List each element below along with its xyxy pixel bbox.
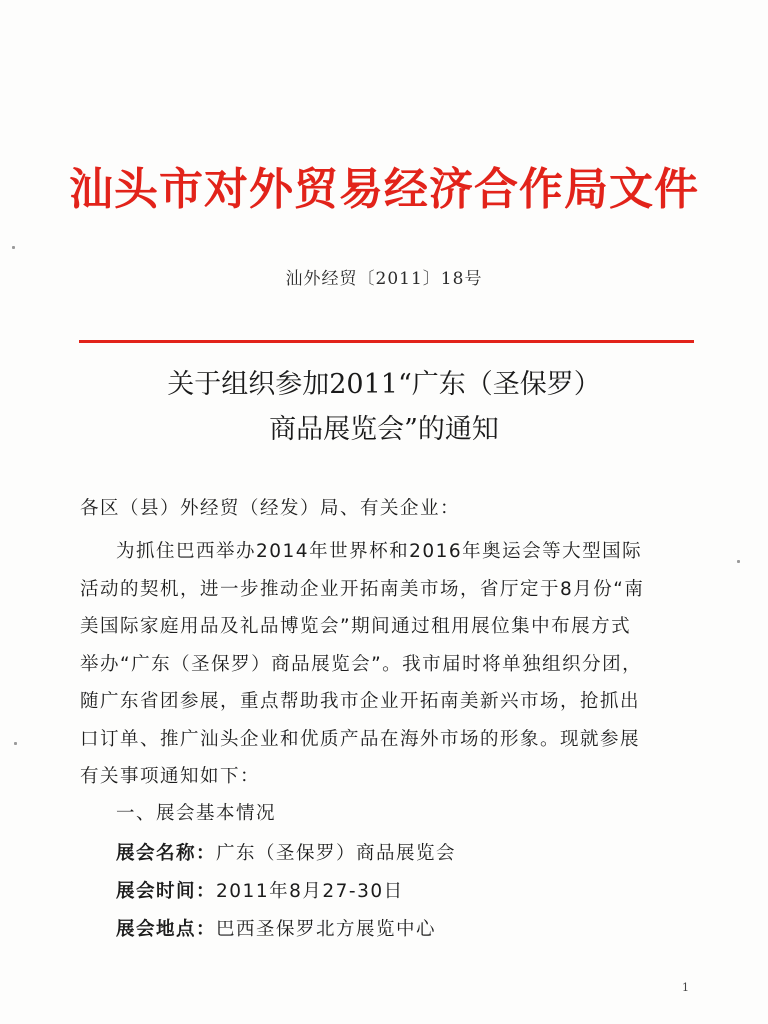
info-row-exhibition-venue (116, 914, 436, 946)
paragraph-line: 美国际家庭用品及礼品博览会”期间通过租用展位集中布展方式 (80, 616, 632, 637)
paragraph-line: 有关事项通知如下： (80, 766, 261, 787)
paragraph-line: 活动的契机，进一步推动企业开拓南美市场，省厅定于8月份“南 (80, 578, 645, 600)
info-label: 展会地点： (116, 919, 217, 940)
notice-title-line-2: 商品展览会”的通知 (269, 414, 499, 445)
info-row-exhibition-time (116, 876, 404, 908)
document-number: 汕外经贸〔2011〕18号 (285, 269, 483, 289)
info-label: 展会时间： (116, 881, 217, 902)
scan-speck (14, 742, 17, 745)
notice-title (40, 362, 728, 452)
info-label: 展会名称： (116, 843, 217, 864)
info-value: 广东（圣保罗）商品展览会 (216, 843, 457, 864)
section-heading: 一、展会基本情况 (116, 803, 277, 824)
info-row-exhibition-name (116, 838, 456, 870)
paragraph-line: 口订单、推广汕头企业和优质产品在海外市场的形象。现就参展 (80, 728, 641, 750)
salutation: 各区（县）外经贸（经发）局、有关企业： (80, 498, 461, 519)
info-value: 2011年8月27-30日 (216, 881, 404, 902)
notice-title-line-1: 关于组织参加2011“广东（圣保罗） (167, 369, 601, 400)
paragraph-line: 举办“广东（圣保罗）商品展览会”。我市届时将单独组织分团， (80, 653, 643, 675)
scan-speck (737, 560, 740, 563)
scan-speck (12, 246, 15, 249)
paragraph-line: 为抓住巴西举办2014年世界杯和2016年奥运会等大型国际 (116, 541, 643, 562)
agency-header-title: 汕头市对外贸易经济合作局文件 (69, 164, 699, 215)
page-number: 1 (682, 981, 689, 994)
paragraph-line: 随广东省团参展，重点帮助我市企业开拓南美新兴市场，抢抓出 (80, 691, 641, 712)
body-paragraph (80, 533, 710, 796)
red-divider-line (79, 340, 694, 343)
info-value: 巴西圣保罗北方展览中心 (216, 919, 437, 940)
